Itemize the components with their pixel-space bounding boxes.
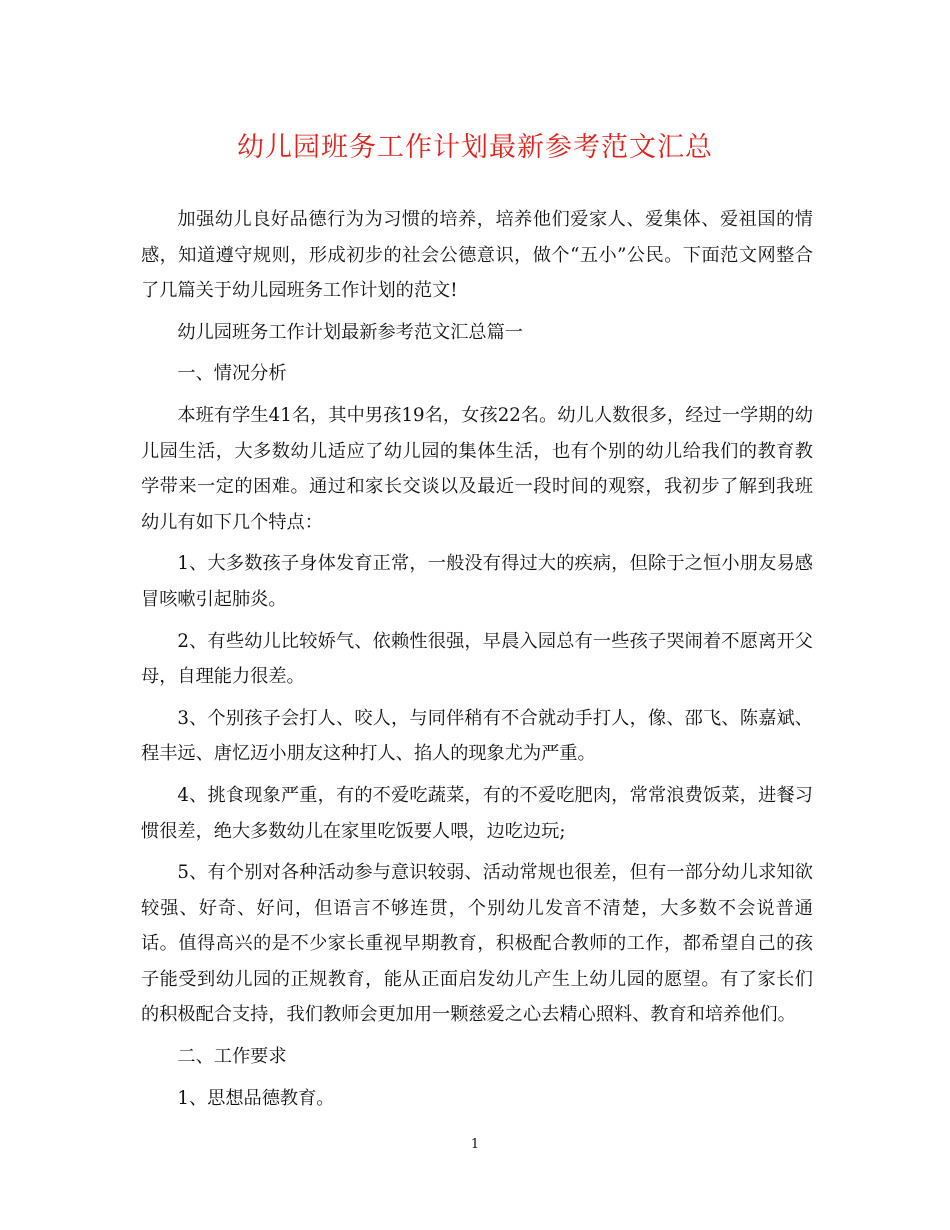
list-item-1: 1、大多数孩子身体发育正常，一般没有得过大的疾病，但除于之恒小朋友易感冒咳嗽引起肺炎。	[141, 553, 813, 610]
paragraph-class-overview: 本班有学生41名，其中男孩19名，女孩22名。幼儿人数很多，经过一学期的幼儿园生活，大多数幼儿适应了幼儿园的集体生活，也有个别的幼儿给我们的教育教学带来一定的困难。通过和家长交谈以及最近一段时间的观察，我初步了解到我班幼儿有如下几个特点：	[141, 404, 813, 533]
list-item-5: 5、有个别对各种活动参与意识较弱、活动常规也很差，但有一部分幼儿求知欲较强、好奇、好问，但语言不够连贯，个别幼儿发音不清楚，大多数不会说普通话。值得高兴的是不少家长重视早期教育，积极配合教师的工作，都希望自己的孩子能受到幼儿园的正规教育，能从正面启发幼儿产生上幼儿园的愿望。有了家长们的积极配合支持，我们教师会更加用一颗慈爱之心去精心照料、教育和培养他们。	[141, 862, 813, 1026]
list-item-4: 4、挑食现象严重，有的不爱吃蔬菜，有的不爱吃肥肉，常常浪费饭菜，进餐习惯很差，绝大多数幼儿在家里吃饭要人喂，边吃边玩;	[141, 784, 813, 842]
page-number: 1	[470, 1137, 480, 1152]
section-heading-part-one: 幼儿园班务工作计划最新参考范文汇总篇一	[177, 321, 523, 343]
intro-paragraph: 加强幼儿良好品德行为为习惯的培养，培养他们爱家人、爱集体、爱祖国的情感，知道遵守规则，形成初步的社会公德意识，做个“五小”公民。下面范文网整合了几篇关于幼儿园班务工作计划的范文!	[141, 209, 813, 302]
list-item-3: 3、个别孩子会打人、咬人，与同伴稍有不合就动手打人，像、邵飞、陈嘉斌、程丰远、唐忆迈小朋友这种打人、掐人的现象尤为严重。	[141, 707, 813, 765]
document-body	[141, 202, 813, 1122]
list-item-2: 2、有些幼儿比较娇气、依赖性很强，早晨入园总有一些孩子哭闹着不愿离开父母，自理能力很差。	[141, 630, 813, 688]
document-title: 幼儿园班务工作计划最新参考范文汇总	[237, 132, 713, 163]
heading-work-requirements: 二、工作要求	[177, 1046, 287, 1068]
heading-situation-analysis: 一、情况分析	[177, 363, 287, 385]
list-item-moral-education: 1、思想品德教育。	[177, 1087, 335, 1109]
